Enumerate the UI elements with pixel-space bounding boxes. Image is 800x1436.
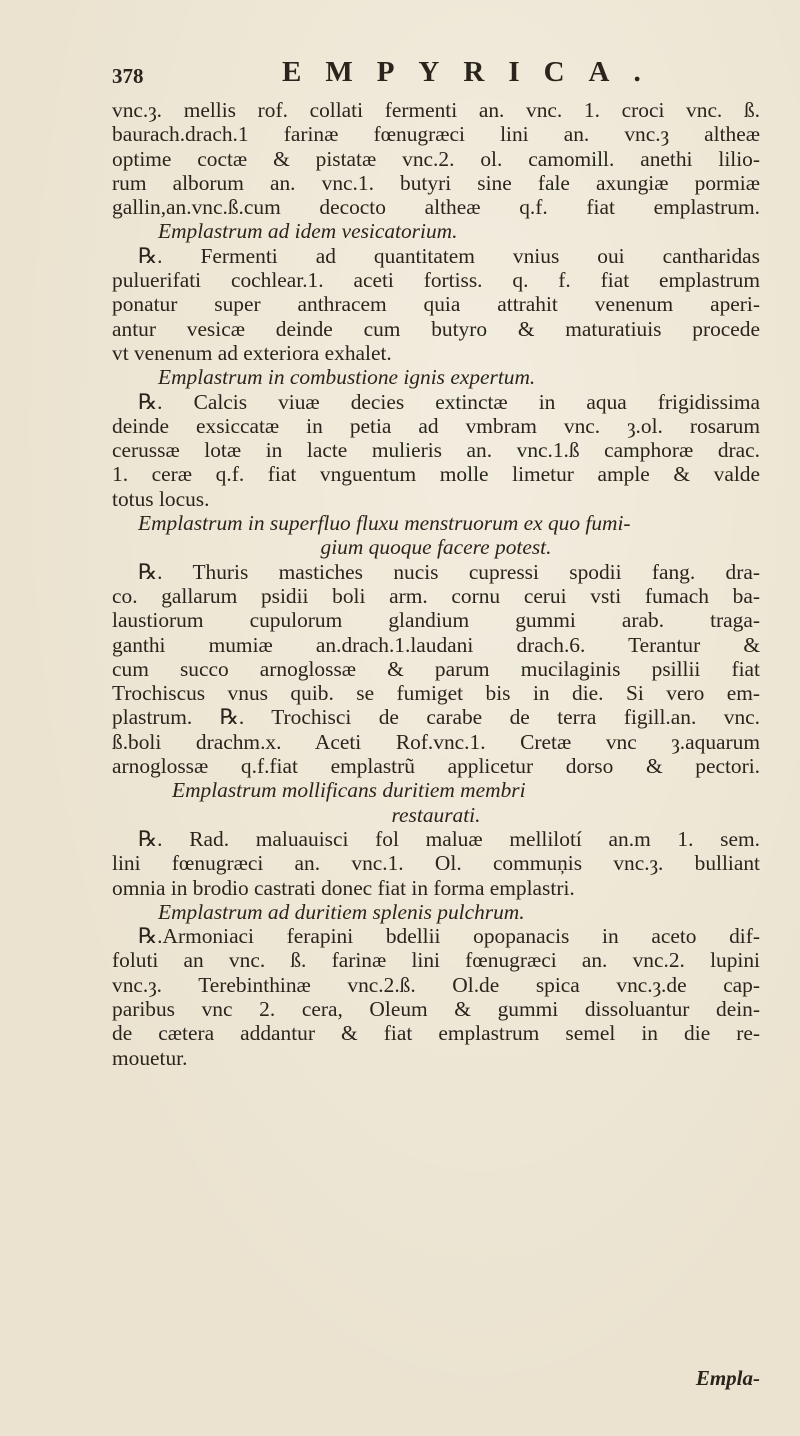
- text-line: antur vesicæ deinde cum butyro & maturatiuis procede: [112, 316, 760, 341]
- text-line: vnc.ȝ. Terebinthinæ vnc.2.ß. Ol.de spica vnc.ȝ.de cap-: [112, 972, 760, 997]
- text-line: ℞. Thuris mastiches nucis cupressi spodii fang. dra-: [138, 559, 760, 584]
- section-heading: Emplastrum mollificans duritiem membri: [172, 778, 526, 803]
- text-line: co. gallarum psidii boli arm. cornu cerui vsti fumach ba-: [112, 583, 760, 608]
- text-line: laustiorum cupulorum glandium gummi arab. traga-: [112, 608, 760, 633]
- page-number: 378: [112, 64, 144, 88]
- text-line: ℞. Rad. maluauisci fol maluæ mellilotí an.m 1. sem.: [138, 826, 760, 851]
- section-heading: Emplastrum in superfluo fluxu menstruorum ex quo fumi-: [138, 511, 631, 536]
- text-line: ℞.Armoniaci ferapini bdellii opopanacis in aceto dif-: [138, 924, 760, 949]
- text-line: rum alborum an. vnc.1. butyri sine fale axungiæ pormiæ: [112, 170, 760, 195]
- text-line: totus locus.: [112, 486, 210, 511]
- text-line: lini fœnugræci an. vnc.1. Ol. commuņis vnc.ȝ. bulliant: [112, 851, 760, 876]
- text-line: ponatur super anthracem quia attrahit venenum aperi-: [112, 292, 760, 317]
- running-title: EMPYRICA.: [282, 56, 665, 88]
- text-line: mouetur.: [112, 1045, 188, 1070]
- text-line: baurach.drach.1 farinæ fœnugræci lini an. vnc.ȝ altheæ: [112, 122, 760, 147]
- section-heading: Emplastrum ad duritiem splenis pulchrum.: [158, 899, 525, 924]
- text-line: optime coctæ & pistatæ vnc.2. ol. camomill. anethi lilio-: [112, 146, 760, 171]
- text-line: cum succo arnoglossæ & parum mucilaginis psillii fiat: [112, 656, 760, 681]
- page-header: [112, 52, 760, 92]
- text-line: omnia in brodio castrati donec fiat in forma emplastri.: [112, 875, 575, 900]
- section-heading: Emplastrum in combustione ignis expertum.: [158, 365, 536, 390]
- catchword: Empla-: [695, 1366, 760, 1390]
- text-line: deinde exsiccatæ in petia ad vmbram vnc. ȝ.ol. rosarum: [112, 413, 760, 438]
- text-line: vnc.ȝ. mellis rof. collati fermenti an. vnc. 1. croci vnc. ß.: [112, 98, 760, 122]
- text-line: 1. ceræ q.f. fiat vnguentum molle limetur ample & valde: [112, 462, 760, 487]
- section-heading: gium quoque facere potest.: [320, 535, 552, 560]
- text-line: ℞. Fermenti ad quantitatem vnius oui cantharidas: [138, 243, 760, 268]
- section-heading: restaurati.: [391, 802, 481, 827]
- text-line: foluti an vnc. ß. farinæ lini fœnugræci an. vnc.2. lupini: [112, 948, 760, 973]
- text-line: de cætera addantur & fiat emplastrum semel in die re-: [112, 1021, 760, 1046]
- text-line: Trochiscus vnus quib. se fumiget bis in die. Si vero em-: [112, 681, 760, 706]
- text-line: ganthi mumiæ an.drach.1.laudani drach.6. Terantur &: [112, 632, 760, 657]
- text-line: plastrum. ℞. Trochisci de carabe de terra figill.an. vnc.: [112, 705, 760, 730]
- text-line: gallin,an.vnc.ß.cum decocto altheæ q.f. fiat emplastrum.: [112, 195, 760, 220]
- text-line: puluerifati cochlear.1. aceti fortiss. q. f. fiat emplastrum: [112, 268, 760, 293]
- text-line: ß.boli drachm.x. Aceti Rof.vnc.1. Cretæ vnc ȝ.aquarum: [112, 729, 760, 754]
- text-line: arnoglossæ q.f.fiat emplastrũ applicetur dorso & pectori.: [112, 754, 760, 779]
- text-line: ℞. Calcis viuæ decies extinctæ in aqua frigidissima: [138, 389, 760, 414]
- body-text: [112, 98, 760, 1070]
- text-line: vt venenum ad exteriora exhalet.: [112, 340, 392, 365]
- text-line: cerussæ lotæ in lacte mulieris an. vnc.1.ß camphoræ drac.: [112, 438, 760, 463]
- text-line: paribus vnc 2. cera, Oleum & gummi dissoluantur dein-: [112, 996, 760, 1021]
- section-heading: Emplastrum ad idem vesicatorium.: [158, 219, 458, 244]
